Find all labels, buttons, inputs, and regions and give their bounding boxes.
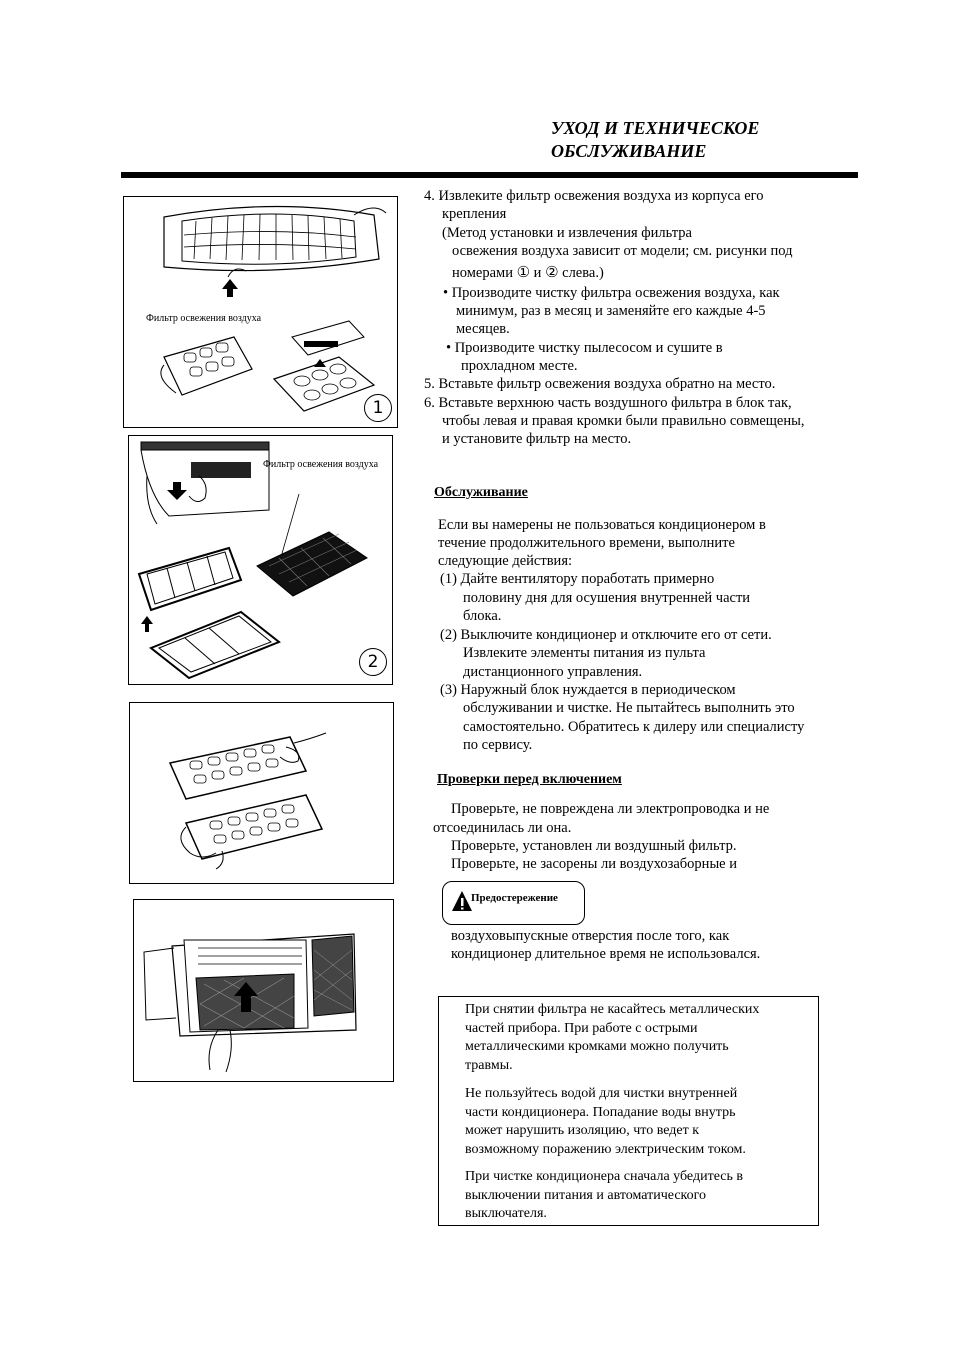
maintenance-item-2-line3: дистанционного управления. <box>463 664 643 680</box>
warning-p3-line2: выключении питания и автоматического <box>465 1187 707 1203</box>
figure-2-illustration <box>129 436 392 684</box>
maintenance-item-3-line2: обслуживании и чистке. Не пытайтесь выполнить это <box>463 700 795 716</box>
figure-1-illustration <box>124 197 397 427</box>
page-title <box>551 117 811 163</box>
figure-2 <box>128 435 393 685</box>
warning-triangle-icon <box>451 890 473 912</box>
warning-badge <box>442 881 585 925</box>
circled-number-2: ② <box>545 263 559 281</box>
header-rule <box>121 172 858 178</box>
maintenance-item-1-line3: блока. <box>463 608 502 624</box>
figure-2-number-text: 2 <box>367 652 379 672</box>
warning-p1-line3: металлическими кромками можно получить <box>465 1039 729 1054</box>
maintenance-item-1-line2: половину дня для осушения внутренней части <box>463 590 751 606</box>
checks-line1: Проверьте, не повреждена ли электропроводка и не <box>451 801 770 817</box>
warning-p2-line2: части кондиционера. Попадание воды внутрь <box>465 1104 736 1120</box>
maintenance-item-3-line1: (3) Наружный блок нуждается в периодическом <box>440 682 736 698</box>
warning-p2-line1: Не пользуйтесь водой для чистки внутренней <box>465 1086 738 1101</box>
step-4-line5a: номерами <box>452 265 513 281</box>
warning-p1-line2: частей прибора. При работе с острыми <box>465 1020 698 1036</box>
checks-line6: кондиционер длительное время не использовался. <box>451 946 761 962</box>
page-title-line1: УХОД И ТЕХНИЧЕСКОЕ <box>551 118 760 138</box>
maintenance-item-2-line2: Извлеките элементы питания из пульта <box>463 645 706 661</box>
maintenance-item-2-line1: (2) Выключите кондиционер и отключите его от сети. <box>440 627 772 643</box>
step-6-line1: 6. Вставьте верхнюю часть воздушного фильтра в блок так, <box>424 395 792 411</box>
figure-1-caption: Фильтр освежения воздуха <box>146 313 262 324</box>
maintenance-item-3-line3: самостоятельно. Обратитесь к дилеру или специалисту <box>463 719 805 735</box>
step-4-line1: 4. Извлеките фильтр освежения воздуха из корпуса его <box>424 188 764 204</box>
maintenance-item-1-line1: (1) Дайте вентилятору поработать примерно <box>440 571 715 587</box>
warning-p2-line3: может нарушить изоляцию, что ведет к <box>465 1123 700 1138</box>
warning-paragraph-1 <box>465 1001 759 1075</box>
figure-4-illustration <box>134 900 393 1081</box>
bullet-1-line3: месяцев. <box>456 321 510 337</box>
figure-2-caption: Фильтр освежения воздуха <box>263 459 379 470</box>
page-title-line2: ОБСЛУЖИВАНИЕ <box>551 141 707 161</box>
circled-number-1: ① <box>516 263 531 281</box>
maintenance-heading: Обслуживание <box>434 485 528 500</box>
step-4-line4: освежения воздуха зависит от модели; см. рисунки под <box>452 243 793 259</box>
checks-line2: отсоединилась ли она. <box>433 820 572 836</box>
figure-4 <box>133 899 394 1082</box>
warning-paragraph-2 <box>465 1085 746 1159</box>
checks-line3: Проверьте, установлен ли воздушный фильтр. <box>451 838 737 854</box>
maintenance-intro-line2: течение продолжительного времени, выполните <box>438 535 735 551</box>
warning-p3-line3: выключателя. <box>465 1206 547 1221</box>
bullet-2-line2: прохладном месте. <box>461 358 578 374</box>
figure-1-number-text: 1 <box>372 398 384 418</box>
warning-p1-line4: травмы. <box>465 1057 513 1073</box>
warning-paragraph-3 <box>465 1168 743 1224</box>
warning-label: Предостережение <box>471 892 558 904</box>
bullet-2-line1: • Производите чистку пылесосом и сушите в <box>446 340 723 356</box>
step-6-line2: чтобы левая и правая кромки были правильно совмещены, <box>442 413 805 429</box>
warning-p1-line1: При снятии фильтра не касайтесь металлических <box>465 1002 760 1017</box>
bullet-1-line2: минимум, раз в месяц и заменяйте его каждые 4-5 <box>456 303 766 319</box>
figure-1 <box>123 196 398 428</box>
maintenance-intro-line3: следующие действия: <box>438 553 573 569</box>
maintenance-intro-line1: Если вы намерены не пользоваться кондиционером в <box>438 517 766 533</box>
step-4-line5b: и <box>533 265 542 281</box>
step-4-line5c: слева.) <box>562 265 604 281</box>
figure-3-illustration <box>130 703 393 883</box>
checks-heading: Проверки перед включением <box>437 772 622 787</box>
checks-line4: Проверьте, не засорены ли воздухозаборные и <box>451 856 738 872</box>
checks-line5: воздуховыпускные отверстия после того, как <box>451 928 730 944</box>
step-4-line2: крепления <box>442 206 507 222</box>
maintenance-item-3-line4: по сервису. <box>463 737 533 753</box>
warning-p3-line1: При чистке кондиционера сначала убедитесь в <box>465 1169 743 1184</box>
warning-p2-line4: возможному поражению электрическим током. <box>465 1141 746 1157</box>
step-4-line5 <box>452 263 604 283</box>
step-4-line3: (Метод установки и извлечения фильтра <box>442 225 692 241</box>
figure-3 <box>129 702 394 884</box>
warning-box <box>438 996 819 1226</box>
step-6-line3: и установите фильтр на место. <box>442 431 632 447</box>
step-5: 5. Вставьте фильтр освежения воздуха обратно на место. <box>424 376 776 392</box>
bullet-1-line1: • Производите чистку фильтра освежения воздуха, как <box>443 285 780 301</box>
figure-2-number <box>359 648 387 676</box>
figure-1-number <box>364 394 392 422</box>
